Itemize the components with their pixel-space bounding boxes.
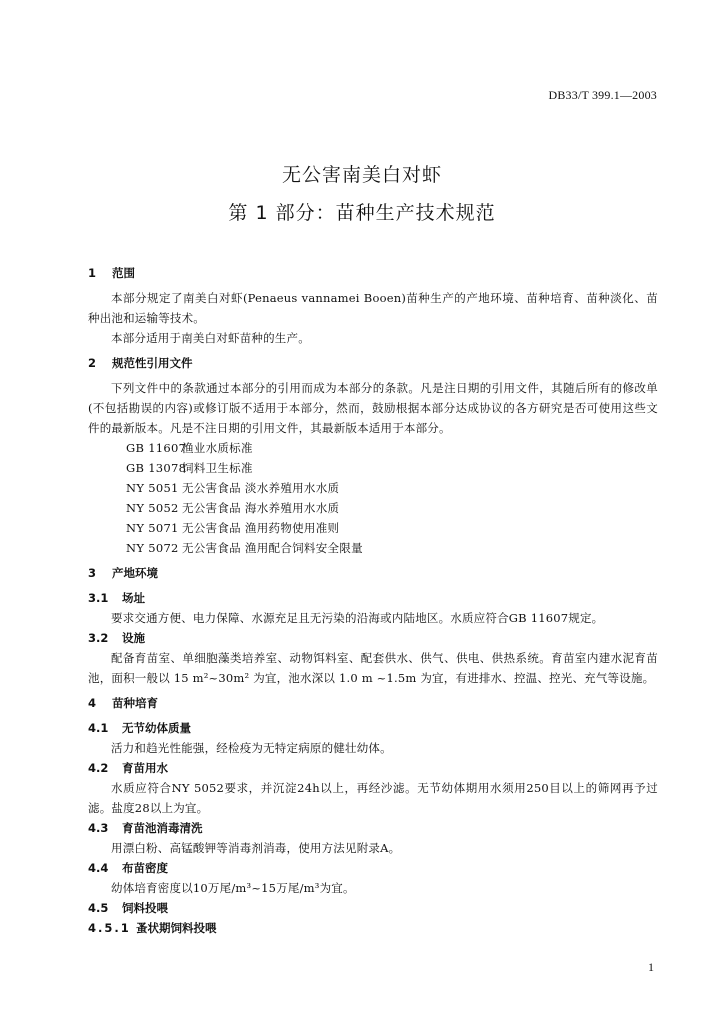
reference-list	[88, 438, 658, 558]
reference-item: NY 5071 无公害食品 渔用药物使用准则	[126, 521, 340, 535]
reference-item: NY 5051 无公害食品 淡水养殖用水水质	[126, 481, 340, 495]
section-heading-normative-references: 2 规范性引用文件	[88, 356, 193, 370]
paragraph: 本部分规定了南美白对虾(Penaeus vannamei Booen)苗种生产的产地环境、苗种培育、苗种淡化、苗种出池和运输等技术。	[88, 291, 658, 325]
paragraph: 幼体培育密度以10万尾/m³~15万尾/m³为宜。	[111, 881, 355, 895]
paragraph: 活力和趋光性能强，经检疫为无特定病原的健壮幼体。	[111, 741, 392, 755]
document-title: 无公害南美白对虾	[281, 164, 442, 186]
paragraph: 水质应符合NY 5052要求，并沉淀24h以上，再经沙滤。无节幼体期用水须用250目以上的筛网再予过滤。盐度28以上为宜。	[88, 781, 658, 815]
subsection-heading-water: 4.2 育苗用水	[88, 761, 169, 775]
section-heading-scope: 1 范围	[88, 266, 136, 280]
document-body	[88, 258, 658, 938]
reference-item: NY 5052 无公害食品 海水养殖用水水质	[126, 501, 340, 515]
subsection-heading-stocking-density: 4.4 布苗密度	[88, 861, 169, 875]
standard-code: DB33/T 399.1—2003	[548, 88, 657, 102]
reference-item: NY 5072 无公害食品 渔用配合饲料安全限量	[126, 541, 363, 555]
subsection-heading-feeding: 4.5 饲料投喂	[88, 901, 169, 915]
subsubsection-heading-zoea-feeding: 4.5.1 蚤状期饲料投喂	[88, 921, 217, 935]
section-heading-seedling-cultivation: 4 苗种培育	[88, 696, 159, 710]
subsection-heading-site: 3.1 场址	[88, 591, 146, 605]
subsection-heading-nauplius-quality: 4.1 无节幼体质量	[88, 721, 192, 735]
paragraph: 本部分适用于南美白对虾苗种的生产。	[111, 331, 310, 345]
document-subtitle: 第 1 部分：苗种生产技术规范	[228, 202, 496, 224]
page-number: 1	[648, 960, 654, 974]
section-heading-site-environment: 3 产地环境	[88, 566, 159, 580]
reference-item: GB 13078 饲料卫生标准	[126, 461, 253, 475]
reference-item: GB 11607 渔业水质标准	[126, 441, 253, 455]
paragraph: 要求交通方便、电力保障、水源充足且无污染的沿海或内陆地区。水质应符合GB 11607规定。	[111, 611, 604, 625]
subsection-heading-pool-disinfection: 4.3 育苗池消毒清洗	[88, 821, 203, 835]
paragraph: 下列文件中的条款通过本部分的引用而成为本部分的条款。凡是注日期的引用文件，其随后所有的修改单(不包括勘误的内容)或修订版不适用于本部分，然而，鼓励根据本部分达成协议的各方研究是否可使用这些文件的最新版本。凡是不注日期的引用文件，其最新版本适用于本部分。	[88, 381, 658, 435]
paragraph: 配备育苗室、单细胞藻类培养室、动物饵料室、配套供水、供气、供电、供热系统。育苗室内建水泥育苗池，面积一般以 15 m²~30m² 为宜，池水深以 1.0 m ~1.5m 为宜，有进排水、控温、控光、充气等设施。	[88, 651, 658, 685]
paragraph: 用漂白粉、高锰酸钾等消毒剂消毒，使用方法见附录A。	[111, 841, 401, 855]
subsection-heading-facilities: 3.2 设施	[88, 631, 146, 645]
